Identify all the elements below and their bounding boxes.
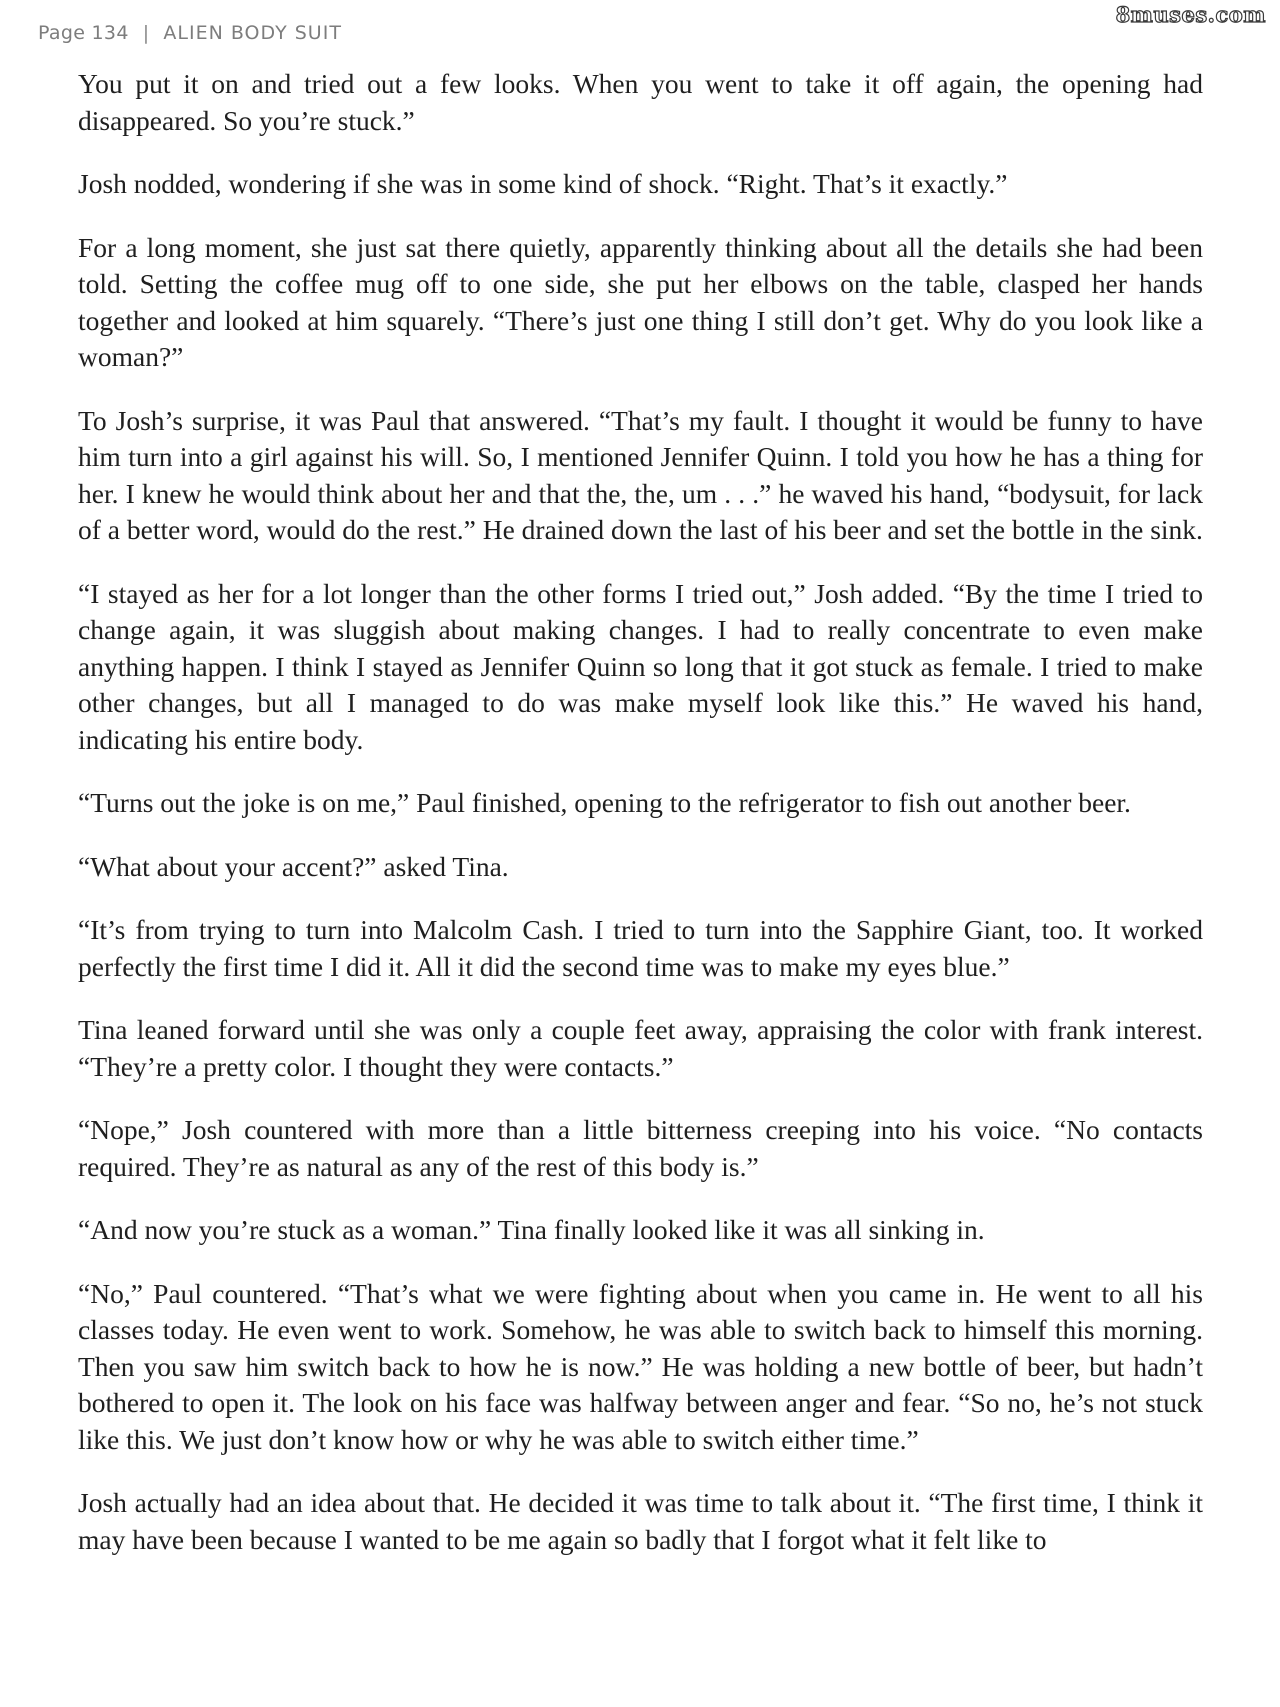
paragraph: “Nope,” Josh countered with more than a little bitterness creeping into his voice. “No contacts required. They’re as natural as any of the rest of this body is.”	[78, 1114, 1203, 1182]
paragraph: “No,” Paul countered. “That’s what we were fighting about when you came in. He went to all his classes today. He even went to work. Somehow, he was able to switch back to himself this morning. Then you saw him switch back to how he is now.” He was holding a new bottle of beer, but hadn’t bothered to open it. The look on his face was halfway between anger and fear. “So no, he’s not stuck like this. We just don’t know how or why he was able to switch either time.”	[78, 1277, 1203, 1455]
paragraph: “What about your accent?” asked Tina.	[78, 850, 509, 882]
book-title: ALIEN BODY SUIT	[163, 22, 342, 44]
paragraph: “I stayed as her for a lot longer than the other forms I tried out,” Josh added. “By the time I tried to change again, it was sluggish about making changes. I had to really concentrate to even make anything happen. I think I stayed as Jennifer Quinn so long that it got stuck as female. I tried to make other changes, but all I managed to do was make myself look like this.” He waved his hand, indicating his entire body.	[78, 577, 1203, 755]
paragraph: “Turns out the joke is on me,” Paul finished, opening to the refrigerator to fish out another beer.	[78, 787, 1131, 818]
paragraph: Tina leaned forward until she was only a couple feet away, appraising the color with frank interest. “They’re a pretty color. I thought they were contacts.”	[78, 1014, 1203, 1082]
site-watermark: 8muses.com	[1115, 2, 1266, 27]
paragraph: To Josh’s surprise, it was Paul that answered. “That’s my fault. I thought it would be funny to have him turn into a girl against his will. So, I mentioned Jennifer Quinn. I told you how he has a thing for her. I knew he would think about her and that the, the, um . . .” he waved his hand, “bodysuit, for lack of a better word, would do the rest.” He drained down the last of his beer and set the bottle in the sink.	[78, 404, 1203, 545]
header-separator: |	[142, 22, 150, 44]
page-body	[78, 66, 1203, 1585]
page-number: Page 134	[38, 22, 129, 44]
paragraph: “And now you’re stuck as a woman.” Tina finally looked like it was all sinking in.	[78, 1214, 985, 1245]
paragraph: You put it on and tried out a few looks. When you went to take it off again, the opening had disappeared. So you’re stuck.”	[78, 68, 1203, 136]
paragraph: For a long moment, she just sat there quietly, apparently thinking about all the details she had been told. Setting the coffee mug off to one side, she put her elbows on the table, clasped her hands together and looked at him squarely. “There’s just one thing I still don’t get. Why do you look like a woman?”	[78, 231, 1203, 372]
page-header	[38, 18, 342, 48]
paragraph: “It’s from trying to turn into Malcolm Cash. I tried to turn into the Sapphire Giant, too. It worked perfectly the first time I did it. All it did the second time was to make my eyes blue.”	[78, 914, 1203, 982]
paragraph: Josh nodded, wondering if she was in some kind of shock. “Right. That’s it exactly.”	[78, 168, 1008, 199]
paragraph: Josh actually had an idea about that. He decided it was time to talk about it. “The first time, I think it may have been because I wanted to be me again so badly that I forgot what it felt like to	[78, 1487, 1203, 1555]
